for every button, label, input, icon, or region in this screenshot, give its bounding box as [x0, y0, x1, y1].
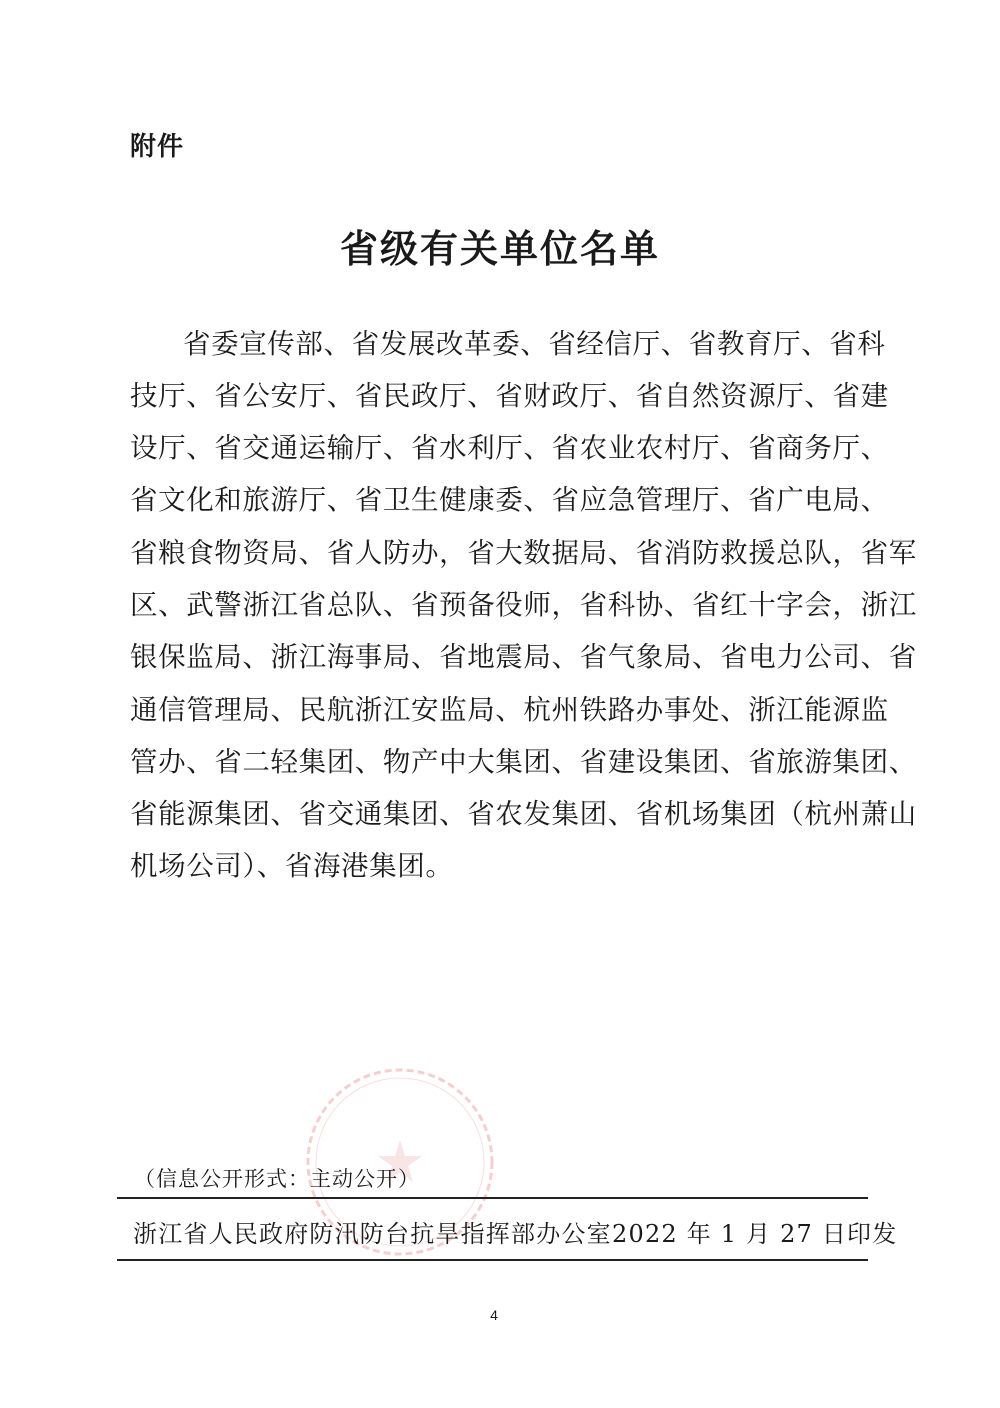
body-line: 技厅、省公安厅、省民政厅、省财政厅、省自然资源厅、省建	[130, 380, 889, 412]
body-line: 通信管理局、民航浙江安监局、杭州铁路办事处、浙江能源监	[130, 694, 889, 726]
bottom-divider	[117, 1259, 868, 1261]
page-title: 省级有关单位名单	[339, 227, 660, 271]
body-line: 设厅、省交通运输厅、省水利厅、省农业农村厅、省商务厅、	[130, 432, 889, 464]
info-disclosure-note: （信息公开形式：主动公开）	[134, 1167, 420, 1191]
page-number: 4	[490, 1307, 498, 1323]
body-line: 省委宣传部、省发展改革委、省经信厅、省教育厅、省科	[183, 328, 886, 360]
issue-date: 2022 年 1 月 27 日印发	[612, 1220, 898, 1248]
top-divider	[117, 1197, 868, 1199]
body-line: 省能源集团、省交通集团、省农发集团、省机场集团（杭州萧山	[130, 798, 917, 830]
body-line: 银保监局、浙江海事局、省地震局、省气象局、省电力公司、省	[130, 641, 917, 673]
body-line: 省粮食物资局、省人防办，省大数据局、省消防救援总队，省军	[130, 537, 917, 569]
body-line: 省文化和旅游厅、省卫生健康委、省应急管理厅、省广电局、	[130, 484, 889, 516]
body-line: 管办、省二轻集团、物产中大集团、省建设集团、省旅游集团、	[130, 746, 917, 778]
issuing-office: 浙江省人民政府防汛防台抗旱指挥部办公室	[133, 1220, 612, 1248]
body-line: 区、武警浙江省总队、省预备役师，省科协、省红十字会，浙江	[130, 589, 917, 621]
body-line: 机场公司）、省海港集团。	[130, 850, 454, 882]
attachment-label: 附件	[130, 132, 185, 162]
